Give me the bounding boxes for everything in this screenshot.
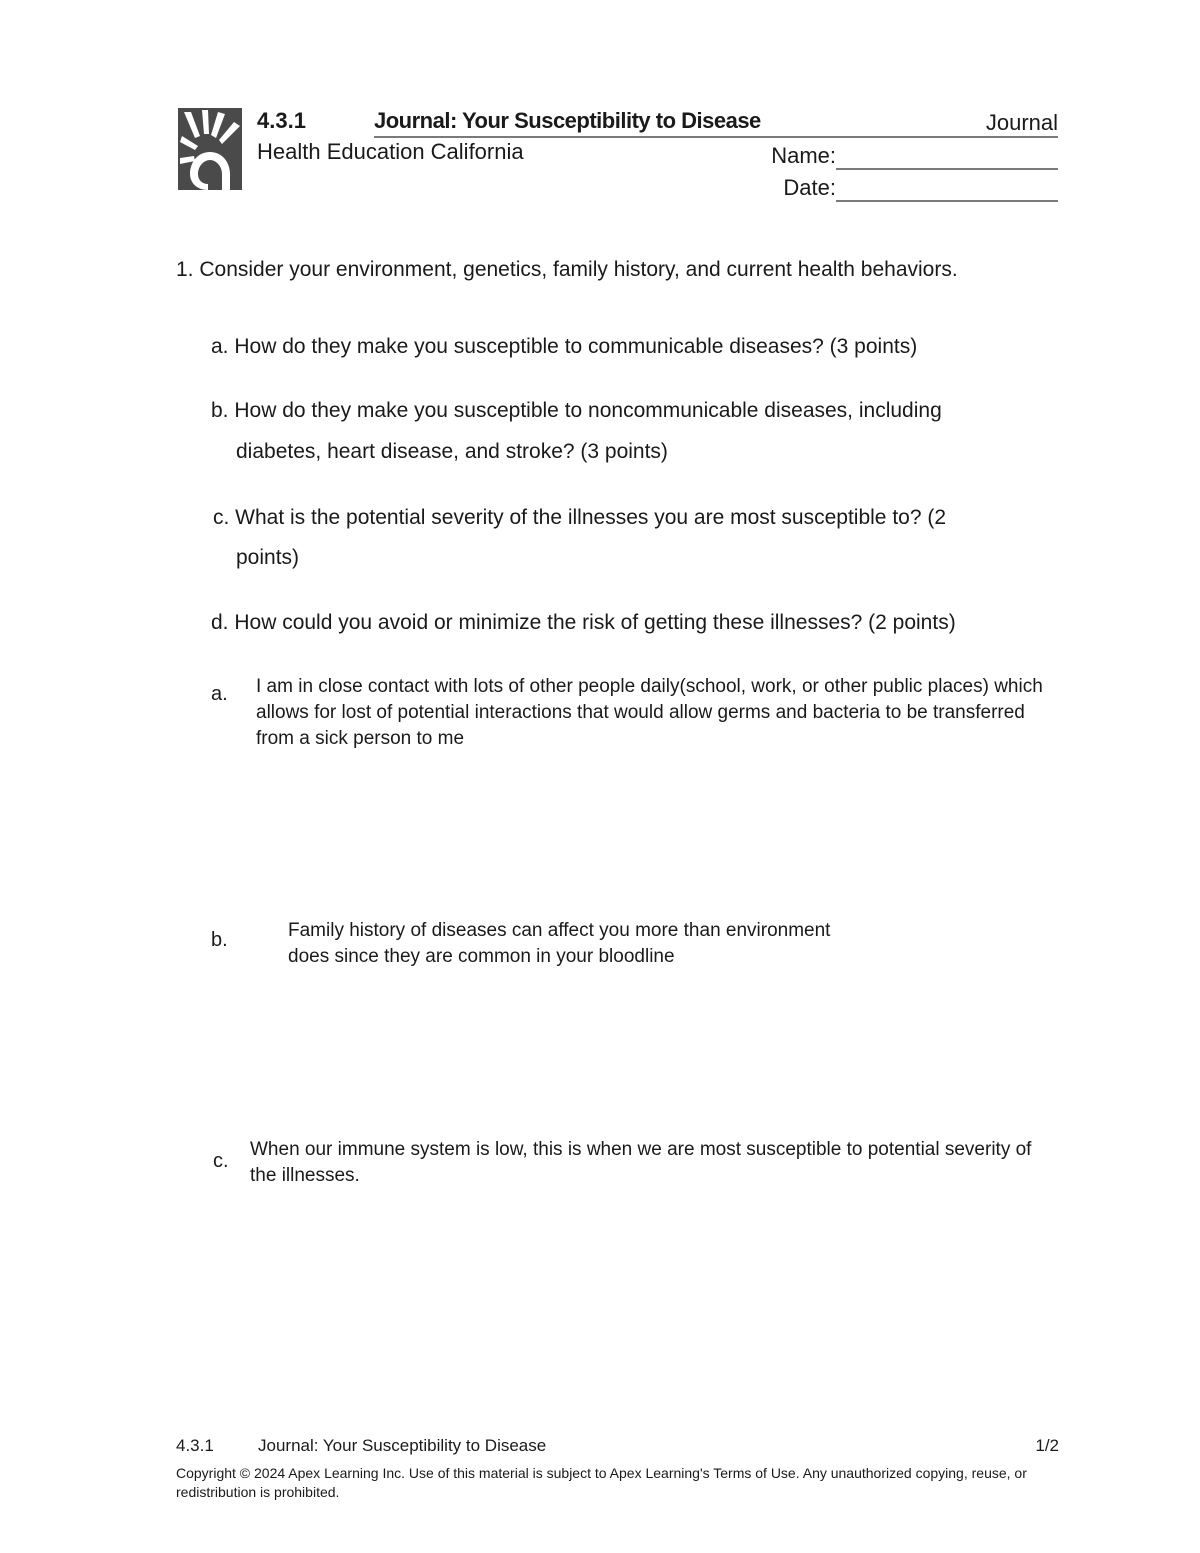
answer-a-letter: a. <box>211 683 228 705</box>
answer-c-letter: c. <box>213 1150 229 1172</box>
lesson-title: Journal: Your Susceptibility to Disease <box>374 108 761 133</box>
answer-b-text[interactable]: Family history of diseases can affect you more than environment does since they are common in your bloodline <box>288 920 831 967</box>
course-name: Health Education California <box>257 139 524 164</box>
question-1b-line1: b. How do they make you susceptible to noncommunicable diseases, including <box>211 399 942 422</box>
footer-lesson-title: Journal: Your Susceptibility to Disease <box>258 1436 547 1455</box>
header-rule <box>374 136 1058 138</box>
apex-learning-logo-icon <box>178 108 242 190</box>
name-field[interactable] <box>836 168 1058 170</box>
answer-c-text[interactable]: When our immune system is low, this is when we are most susceptible to potential severity of the illnesses. <box>250 1139 1032 1186</box>
question-1c-line2: points) <box>236 546 300 569</box>
answer-b-letter: b. <box>211 929 228 951</box>
activity-type: Journal <box>985 110 1058 135</box>
question-1c-line1: c. What is the potential severity of the illnesses you are most susceptible to? (2 <box>213 506 947 529</box>
question-1d: d. How could you avoid or minimize the risk of getting these illnesses? (2 points) <box>211 611 956 634</box>
page-number: 1/2 <box>1035 1436 1059 1455</box>
copyright-notice: Copyright © 2024 Apex Learning Inc. Use of this material is subject to Apex Learning's Terms of Use. Any unauthorized copying, reuse, or redistribution is prohibited. <box>176 1465 1027 1500</box>
date-label: Date: <box>783 175 836 200</box>
question-1a: a. How do they make you susceptible to communicable diseases? (3 points) <box>211 335 918 358</box>
footer-lesson-number: 4.3.1 <box>176 1436 214 1455</box>
lesson-number: 4.3.1 <box>257 108 306 133</box>
question-1b-line2: diabetes, heart disease, and stroke? (3 points) <box>236 440 668 463</box>
answer-a-text[interactable]: I am in close contact with lots of other people daily(school, work, or other public places) which allows for lost of potential interactions that would allow germs and bacteria to be transferred from a sick person to me <box>256 676 1043 749</box>
question-1: 1. Consider your environment, genetics, family history, and current health behaviors. <box>176 258 958 281</box>
date-field[interactable] <box>836 200 1058 202</box>
name-label: Name: <box>771 143 836 168</box>
